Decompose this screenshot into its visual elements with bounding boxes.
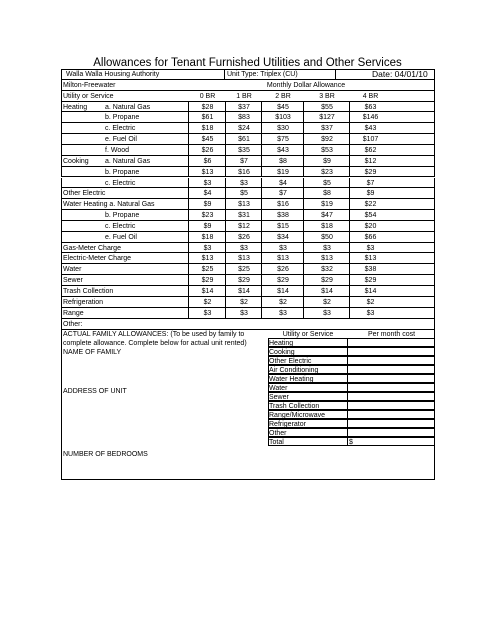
allowance-value: $26 — [277, 266, 289, 274]
allowance-value: $3 — [366, 244, 375, 252]
row-category: Gas-Meter Charge — [63, 244, 121, 252]
allowance-value: $32 — [321, 266, 333, 274]
allowance-value: $29 — [364, 277, 377, 285]
allowance-value: $9 — [203, 222, 212, 230]
allowance-value: $14 — [201, 288, 214, 295]
allowance-value: $45 — [201, 136, 214, 144]
allowance-value: $9 — [366, 190, 375, 198]
allowance-value: $29 — [238, 277, 250, 285]
allowance-value: $9 — [323, 157, 331, 165]
allowance-value: $5 — [240, 190, 248, 198]
allowance-value: $2 — [366, 298, 375, 306]
allowance-value: $19 — [277, 168, 289, 176]
side-item-label: Other — [269, 429, 287, 437]
allowance-value: $55 — [321, 103, 333, 111]
allowance-value: $24 — [238, 125, 250, 133]
number-of-bedrooms-label: NUMBER OF BEDROOMS — [63, 451, 148, 459]
row-subcategory: b. Propane — [105, 212, 140, 220]
allowance-value: $29 — [277, 277, 289, 285]
allowance-value: $107 — [362, 136, 379, 144]
allowance-value: $2 — [279, 298, 287, 306]
allowance-value: $16 — [238, 168, 250, 176]
allowance-value: $26 — [201, 146, 214, 154]
location-label: Milton-Freewater — [63, 81, 116, 89]
bedroom-header-1: 1 BR — [236, 92, 252, 100]
utility-column-label: Utility or Service — [63, 92, 114, 100]
allowance-value: $18 — [201, 125, 214, 133]
side-cost-cell — [347, 419, 435, 428]
other-label: Other: — [63, 320, 83, 328]
allowance-value: $38 — [277, 212, 289, 220]
allowance-value: $13 — [364, 255, 377, 263]
side-cost-cell — [347, 401, 435, 410]
allowance-value: $3 — [366, 309, 375, 317]
allowance-value: $3 — [240, 309, 248, 317]
allowance-value: $31 — [238, 212, 250, 220]
side-cost-cell — [347, 338, 435, 347]
allowance-value: $2 — [203, 298, 212, 306]
side-item-label: Refrigerator — [269, 420, 306, 428]
allowance-value: $47 — [321, 212, 333, 220]
allowance-value: $20 — [364, 222, 377, 230]
side-header-utility: Utility or Service — [282, 331, 334, 339]
header-row-location — [61, 80, 435, 91]
side-cost-cell — [347, 347, 435, 356]
other-row — [61, 319, 435, 330]
side-item-label: Sewer — [269, 393, 289, 401]
row-category: Other Electric — [63, 190, 106, 198]
allowance-value: $34 — [277, 233, 289, 241]
row-subcategory: e. Fuel Oil — [105, 233, 137, 241]
allowance-value: $62 — [364, 146, 377, 154]
allowance-value: $3 — [203, 244, 212, 252]
allowance-value: $8 — [323, 190, 331, 198]
allowance-value: $103 — [275, 114, 291, 122]
row-category: Heating — [63, 103, 88, 111]
allowance-value: $13 — [321, 255, 333, 263]
side-item-label: Water — [269, 384, 288, 392]
actual-allowance-line2: complete allowance. Complete below for actual unit rented) — [63, 340, 247, 348]
allowance-value: $3 — [279, 309, 287, 317]
allowance-value: $3 — [203, 179, 212, 187]
side-cost-cell — [347, 356, 435, 365]
row-category: Refrigeration — [63, 298, 104, 306]
allowance-value: $12 — [238, 222, 250, 230]
allowance-value: $25 — [201, 266, 214, 274]
allowance-value: $12 — [364, 157, 377, 165]
allowance-value: $18 — [321, 222, 333, 230]
total-cost-symbol: $ — [349, 438, 353, 446]
allowance-value: $127 — [319, 114, 335, 122]
allowance-value: $13 — [238, 201, 250, 209]
allowance-value: $43 — [277, 146, 289, 154]
allowance-value: $18 — [201, 233, 214, 241]
allowance-value: $4 — [203, 190, 212, 198]
allowance-value: $37 — [238, 103, 250, 111]
row-subcategory: b. Propane — [105, 114, 140, 122]
allowance-value: $63 — [364, 103, 377, 111]
side-header-cost: Per month cost — [367, 331, 416, 339]
side-item-label: Heating — [269, 339, 294, 347]
bedroom-header-0: 0 BR — [199, 92, 216, 100]
row-category: Water Heating a. Natural Gas — [63, 201, 155, 209]
allowance-value: $29 — [321, 277, 333, 285]
side-item-label: Total — [269, 438, 284, 446]
allowance-value: $14 — [321, 288, 333, 295]
allowance-value: $13 — [201, 168, 214, 176]
side-item-label: Range/Microwave — [269, 411, 326, 419]
allowance-value: $92 — [321, 136, 333, 144]
side-cost-cell — [347, 374, 435, 383]
page-title: Allowances for Tenant Furnished Utilities and Other Services — [93, 57, 402, 69]
allowance-value: $61 — [238, 136, 250, 144]
allowance-value: $38 — [364, 266, 377, 274]
allowance-value: $3 — [323, 244, 331, 252]
allowance-value: $146 — [362, 114, 379, 122]
side-cost-cell — [347, 428, 435, 437]
row-subcategory: c. Electric — [105, 125, 136, 133]
allowance-value: $3 — [279, 244, 287, 252]
side-item-label: Other Electric — [269, 357, 312, 365]
allowance-value: $28 — [201, 103, 214, 111]
side-cost-cell — [347, 365, 435, 374]
row-category: Range — [63, 309, 84, 317]
allowance-value: $37 — [321, 125, 333, 133]
unit-type: Unit Type: Triplex (CU) — [227, 71, 298, 78]
row-subcategory: c. Electric — [105, 222, 136, 230]
allowance-value: $30 — [277, 125, 289, 133]
row-category: Cooking — [63, 157, 89, 165]
allowance-value: $22 — [364, 201, 377, 209]
side-item-label: Trash Collection — [269, 402, 320, 410]
allowance-value: $15 — [277, 222, 289, 230]
allowance-value: $83 — [238, 114, 250, 122]
authority-name: Walla Walla Housing Authority — [66, 71, 160, 78]
allowance-value: $13 — [277, 255, 289, 263]
allowance-value: $19 — [321, 201, 333, 209]
allowance-value: $54 — [364, 212, 377, 220]
allowance-value: $14 — [364, 288, 377, 295]
actual-allowance-line1: ACTUAL FAMILY ALLOWANCES: (To be used by family to — [63, 331, 245, 339]
report-date: Date: 04/01/10 — [372, 68, 428, 79]
row-category: Electric-Meter Charge — [63, 255, 132, 263]
allowance-value: $7 — [279, 190, 287, 198]
allowance-value: $8 — [279, 157, 287, 165]
allowance-value: $23 — [321, 168, 333, 176]
allowance-value: $3 — [323, 309, 331, 317]
row-subcategory: f. Wood — [105, 146, 129, 154]
allowance-value: $13 — [238, 255, 250, 263]
address-of-unit-label: ADDRESS OF UNIT — [63, 388, 127, 396]
bedroom-header-3: 3 BR — [319, 92, 335, 100]
allowance-value: $16 — [277, 201, 289, 209]
row-category: Water — [63, 266, 82, 274]
allowance-value: $6 — [203, 157, 212, 165]
allowance-value: $25 — [238, 266, 250, 274]
row-subcategory: a. Natural Gas — [105, 103, 151, 111]
allowance-value: $3 — [240, 244, 248, 252]
allowance-value: $7 — [366, 179, 375, 187]
allowance-value: $75 — [277, 136, 289, 144]
allowance-value: $2 — [323, 298, 331, 306]
allowance-value: $13 — [201, 255, 214, 263]
allowance-value: $23 — [201, 212, 214, 220]
bedroom-header-4: 4 BR — [362, 92, 379, 100]
allowance-value: $53 — [321, 146, 333, 154]
row-subcategory: c. Electric — [105, 179, 136, 187]
allowance-value: $3 — [240, 179, 248, 187]
row-subcategory: a. Natural Gas — [105, 157, 151, 165]
allowance-value: $14 — [238, 288, 250, 295]
allowance-value: $26 — [238, 233, 250, 241]
allowance-value: $61 — [201, 114, 214, 122]
allowance-value: $2 — [240, 298, 248, 306]
row-category: Sewer — [63, 277, 83, 285]
name-of-family-label: NAME OF FAMILY — [63, 349, 122, 357]
allowance-value: $7 — [240, 157, 248, 165]
allowance-value: $45 — [277, 103, 289, 111]
side-item-label: Air Conditioning — [269, 366, 319, 374]
allowance-value: $35 — [238, 146, 250, 154]
allowance-value: $50 — [321, 233, 333, 241]
side-item-label: Water Heating — [269, 375, 314, 383]
allowance-value: $43 — [364, 125, 377, 133]
allowance-header: Monthly Dollar Allowance — [266, 81, 346, 89]
row-category: Trash Collection — [63, 288, 114, 295]
allowance-value: $29 — [201, 277, 214, 285]
allowance-value: $29 — [364, 168, 377, 176]
allowance-value: $14 — [277, 288, 289, 295]
bedroom-header-2: 2 BR — [275, 92, 291, 100]
allowance-value: $9 — [203, 201, 212, 209]
side-cost-cell — [347, 383, 435, 392]
side-cost-cell — [347, 392, 435, 401]
side-item-label: Cooking — [269, 348, 295, 356]
row-subcategory: b. Propane — [105, 168, 140, 176]
row-subcategory: e. Fuel Oil — [105, 136, 137, 144]
side-cost-cell — [347, 410, 435, 419]
allowance-value: $5 — [323, 179, 331, 187]
allowance-value: $4 — [279, 179, 287, 187]
side-cost-cell — [347, 437, 435, 446]
allowance-value: $3 — [203, 309, 212, 317]
allowance-value: $66 — [364, 233, 377, 241]
